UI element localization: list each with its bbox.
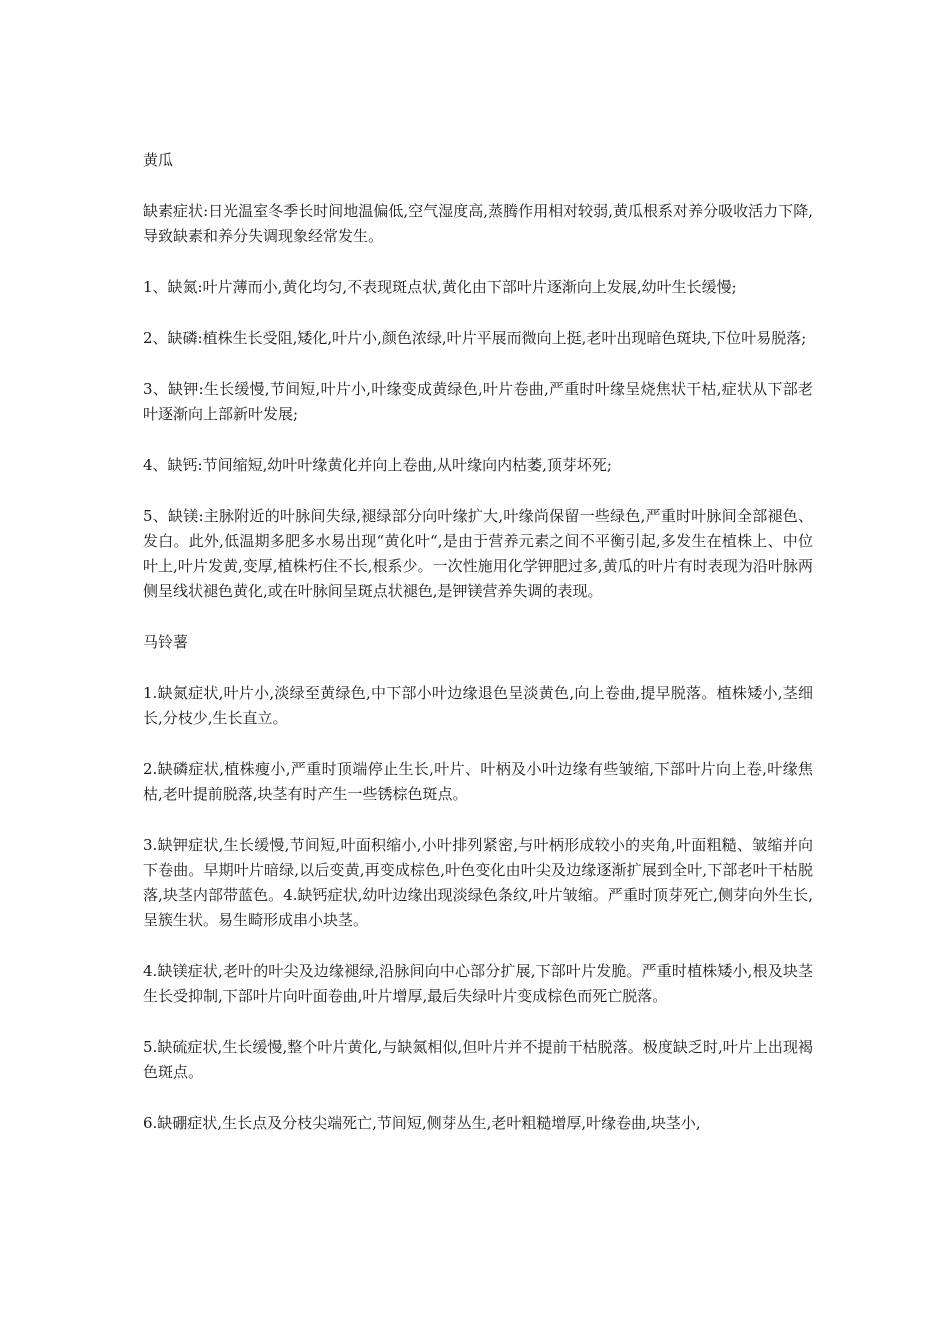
cucumber-phosphorus-paragraph: 2、缺磷:植株生长受阻,矮化,叶片小,颜色浓绿,叶片平展而微向上挺,老叶出现暗色斑块,下位叶易脱落;: [143, 329, 807, 347]
potato-boron-paragraph: 6.缺硼症状,生长点及分枝尖端死亡,节间短,侧芽丛生,老叶粗糙增厚,叶缘卷曲,块茎小,: [143, 1114, 701, 1132]
cucumber-magnesium-paragraph: 5、缺镁:主脉附近的叶脉间失绿,褪绿部分向叶缘扩大,叶缘尚保留一些绿色,严重时叶脉间全部褪色、发白。此外,低温期多肥多水易出现“黄化叶“,是由于营养元素之间不平衡引起,多发生在植株上、中位叶上,叶片发黄,变厚,植株朽住不长,根系少。一次性施用化学钾肥过多,黄瓜的叶片有时表现为沿叶脉两侧呈线状褪色黄化,或在叶脉间呈斑点状褪色,是钾镁营养失调的表现。: [143, 507, 813, 600]
document-page: [143, 148, 813, 1162]
potato-magnesium-paragraph: 4.缺镁症状,老叶的叶尖及边缘褪绿,沿脉间向中心部分扩展,下部叶片发脆。严重时植株矮小,根及块茎生长受抑制,下部叶片向叶面卷曲,叶片增厚,最后失绿叶片变成棕色而死亡脱落。: [143, 962, 813, 1005]
section-heading-potato: 马铃薯: [143, 633, 189, 651]
cucumber-potassium-paragraph: 3、缺钾:生长缓慢,节间短,叶片小,叶缘变成黄绿色,叶片卷曲,严重时叶缘呈烧焦状干枯,症状从下部老叶逐渐向上部新叶发展;: [143, 380, 813, 423]
potato-phosphorus-paragraph: 2.缺磷症状,植株瘦小,严重时顶端停止生长,叶片、叶柄及小叶边缘有些皱缩,下部叶片向上卷,叶缘焦枯,老叶提前脱落,块茎有时产生一些锈棕色斑点。: [143, 760, 813, 803]
cucumber-calcium-paragraph: 4、缺钙:节间缩短,幼叶叶缘黄化并向上卷曲,从叶缘向内枯萎,顶芽坏死;: [143, 456, 612, 474]
cucumber-intro-paragraph: 缺素症状:日光温室冬季长时间地温偏低,空气湿度高,蒸腾作用相对较弱,黄瓜根系对养分吸收活力下降,导致缺素和养分失调现象经常发生。: [143, 202, 813, 245]
cucumber-nitrogen-paragraph: 1、缺氮:叶片薄而小,黄化均匀,不表现斑点状,黄化由下部叶片逐渐向上发展,幼叶生长缓慢;: [143, 278, 737, 296]
potato-nitrogen-paragraph: 1.缺氮症状,叶片小,淡绿至黄绿色,中下部小叶边缘退色呈淡黄色,向上卷曲,提早脱落。植株矮小,茎细长,分枝少,生长直立。: [143, 684, 813, 727]
potato-potassium-paragraph: 3.缺钾症状,生长缓慢,节间短,叶面积缩小,小叶排列紧密,与叶柄形成较小的夹角,叶面粗糙、皱缩并向下卷曲。早期叶片暗绿,以后变黄,再变成棕色,叶色变化由叶尖及边缘逐渐扩展到全叶,下部老叶干枯脱落,块茎内部带蓝色。4.缺钙症状,幼叶边缘出现淡绿色条纹,叶片皱缩。严重时顶芽死亡,侧芽向外生长,呈簇生状。易生畸形成串小块茎。: [143, 836, 813, 929]
section-heading-cucumber: 黄瓜: [143, 151, 174, 169]
potato-sulfur-paragraph: 5.缺硫症状,生长缓慢,整个叶片黄化,与缺氮相似,但叶片并不提前干枯脱落。极度缺乏时,叶片上出现褐色斑点。: [143, 1038, 813, 1081]
